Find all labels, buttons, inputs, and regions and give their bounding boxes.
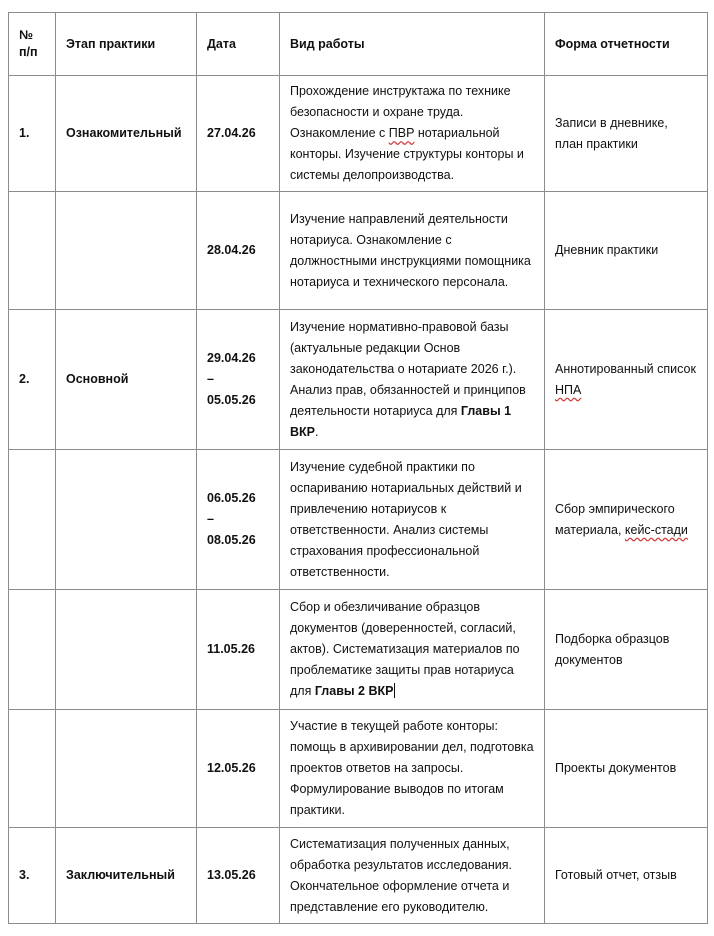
row-stage xyxy=(56,590,197,710)
header-num: № п/п xyxy=(9,13,56,76)
row-num xyxy=(9,710,56,828)
spellcheck-word: кейс-стади xyxy=(624,522,688,537)
work-text: Изучение нормативно-правовой базы (актуальные редакции Основ законодательства о нотариате 2026 г.). Анализ прав, обязанностей и принципов деятельности нотариуса для xyxy=(290,319,526,418)
work-text: Сбор и обезличивание образцов документов (доверенностей, согласий, актов). Систематизация материалов по проблематике защиты прав нотариуса для xyxy=(290,600,520,698)
row-report: Записи в дневнике, план практики xyxy=(545,76,708,192)
table-row xyxy=(9,76,708,192)
date-to: 08.05.26 xyxy=(207,533,256,547)
row-date: 11.05.26 xyxy=(197,590,280,710)
table-row xyxy=(9,828,708,924)
row-work: Изучение направлений деятельности нотариуса. Ознакомление с должностными инструкциями помощника нотариуса и технического персонала. xyxy=(280,192,545,310)
date-dash: – xyxy=(207,512,214,526)
date-dash: – xyxy=(207,372,214,386)
row-num: 2. xyxy=(9,310,56,450)
row-num xyxy=(9,192,56,310)
work-bold: Главы 1 ВКР xyxy=(290,403,512,439)
row-stage: Основной xyxy=(56,310,197,450)
date-from: 29.04.26 xyxy=(207,351,256,365)
row-work: Участие в текущей работе конторы: помощь в архивировании дел, подготовка проектов ответов на запросы. Формулирование выводов по итогам практики. xyxy=(280,710,545,828)
table-row xyxy=(9,710,708,828)
row-stage xyxy=(56,450,197,590)
header-work: Вид работы xyxy=(280,13,545,76)
row-num: 1. xyxy=(9,76,56,192)
table-row xyxy=(9,590,708,710)
work-bold: Главы 2 ВКР xyxy=(314,684,394,698)
row-work: Изучение судебной практики по оспариванию нотариальных действий и привлечению нотариусов к ответственности. Анализ системы страхования профессиональной ответственности. xyxy=(280,450,545,590)
row-stage: Заключительный xyxy=(56,828,197,924)
row-stage xyxy=(56,710,197,828)
work-text: Прохождение инструктажа по технике безопасности и охране труда. Ознакомление с xyxy=(290,84,511,140)
row-num xyxy=(9,590,56,710)
row-work: Систематизация полученных данных, обработка результатов исследования. Окончательное оформление отчета и представление его руководителю. xyxy=(280,828,545,924)
row-stage: Ознакомительный xyxy=(56,76,197,192)
row-report: Проекты документов xyxy=(545,710,708,828)
row-date: 12.05.26 xyxy=(197,710,280,828)
row-work xyxy=(280,76,545,192)
row-report xyxy=(545,310,708,450)
row-date xyxy=(197,450,280,590)
row-work xyxy=(280,590,545,710)
table-row xyxy=(9,450,708,590)
report-text: Аннотированный список xyxy=(555,361,696,376)
row-work xyxy=(280,310,545,450)
date-from: 06.05.26 xyxy=(207,491,256,505)
row-date: 13.05.26 xyxy=(197,828,280,924)
row-date: 28.04.26 xyxy=(197,192,280,310)
spellcheck-word: ПВР xyxy=(388,126,415,140)
header-date: Дата xyxy=(197,13,280,76)
table-header-row xyxy=(9,13,708,76)
header-report: Форма отчетности xyxy=(545,13,708,76)
report-text: Сбор эмпирического материала, xyxy=(555,501,675,537)
row-report: Готовый отчет, отзыв xyxy=(545,828,708,924)
spellcheck-word: НПА xyxy=(555,382,582,397)
header-stage: Этап практики xyxy=(56,13,197,76)
row-stage xyxy=(56,192,197,310)
work-text: . xyxy=(315,424,319,439)
row-num xyxy=(9,450,56,590)
row-date: 27.04.26 xyxy=(197,76,280,192)
table-row xyxy=(9,192,708,310)
row-num: 3. xyxy=(9,828,56,924)
row-report: Дневник практики xyxy=(545,192,708,310)
row-report: Подборка образцов документов xyxy=(545,590,708,710)
row-date xyxy=(197,310,280,450)
practice-plan-table xyxy=(8,12,708,924)
work-text: нотариальной конторы. Изучение структуры конторы и системы делопроизводства. xyxy=(290,126,524,182)
text-cursor xyxy=(394,683,395,698)
date-to: 05.05.26 xyxy=(207,393,256,407)
row-report xyxy=(545,450,708,590)
table-row xyxy=(9,310,708,450)
